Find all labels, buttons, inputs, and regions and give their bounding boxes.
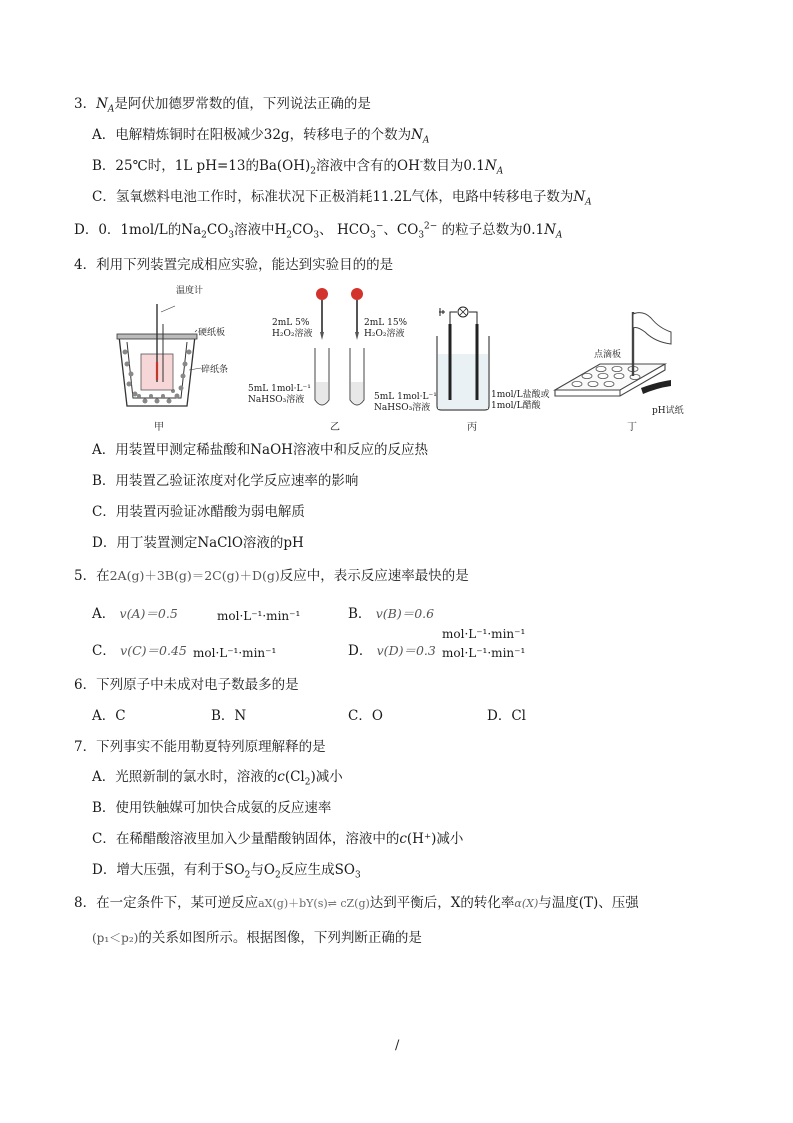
- q7-option-c: C．在稀醋酸溶液里加入少量醋酸钠固体，溶液中的c(H⁺)减小: [92, 831, 464, 847]
- caption-yi: 乙: [330, 422, 340, 433]
- label-scraps: 碎纸条: [201, 365, 229, 375]
- conductivity-apparatus: [437, 307, 489, 410]
- q7-option-b: B．使用铁触媒可加快合成氨的反应速率: [92, 800, 332, 816]
- q8-stem-line1: 8．在一定条件下，某可逆反应aX(g)＋bY(s)⇌ cZ(g)达到平衡后，X的转化率α(X)与温度(T)、压强: [74, 895, 639, 911]
- q5-option-d-unit: mol·L⁻¹·min⁻¹: [442, 646, 526, 660]
- q3-option-c: C．氢氧燃料电池工作时，标准状况下正极消耗11.2L气体，电路中转移电子数为$N_A$: [92, 189, 592, 208]
- label-nahso3-left: 5mL 1mol·L⁻¹ NaHSO₃溶液: [248, 384, 311, 405]
- q6-option-c: C．O: [348, 708, 383, 724]
- q4-option-c: C．用装置丙验证冰醋酸为弱电解质: [92, 504, 305, 520]
- q6-option-a: A．C: [92, 708, 126, 724]
- dropper-tubes-apparatus: [315, 288, 364, 405]
- label-ph-paper: pH试纸: [652, 406, 684, 416]
- q6-option-d: D．Cl: [487, 708, 526, 724]
- q5-option-c: C． v(C)＝0.45: [92, 643, 187, 659]
- caption-bing: 丙: [467, 422, 477, 433]
- label-spot-plate: 点滴板: [594, 350, 622, 360]
- q8-stem-line2: (p₁＜p₂)的关系如图所示。根据图像，下列判断正确的是: [92, 930, 422, 946]
- q5-option-c-unit: mol·L⁻¹·min⁻¹: [193, 646, 277, 660]
- q5-option-a-unit: mol·L⁻¹·min⁻¹: [217, 609, 301, 623]
- label-nahso3-right: 5mL 1mol·L⁻¹ NaHSO₃溶液: [374, 392, 437, 413]
- q5-stem: 5．在2A(g)＋3B(g)＝2C(g)＋D(g)反应中，表示反应速率最快的是: [74, 568, 469, 584]
- q4-stem: 4．利用下列装置完成相应实验，能达到实验目的的是: [74, 257, 394, 273]
- q5-option-d: D． v(D)＝0.3: [348, 643, 436, 659]
- q3-option-a: A．电解精炼铜时在阳极减少32g，转移电子的个数为$N_A$: [92, 127, 430, 146]
- q5-option-b: B． v(B)＝0.6: [348, 606, 435, 622]
- q3-option-b: B．25℃时，1L pH=13的$Ba(OH)_2$溶液中含有的OH-数目为$0.1N_A$: [92, 157, 504, 177]
- label-h2o2-15: 2mL 15% H₂O₂溶液: [364, 318, 408, 339]
- q4-option-b: B．用装置乙验证浓度对化学反应速率的影响: [92, 473, 359, 489]
- q5-option-b-unit: mol·L⁻¹·min⁻¹: [442, 627, 526, 641]
- label-thermometer: 温度计: [176, 286, 204, 296]
- q5-option-a: A． v(A)＝0.5: [92, 606, 178, 622]
- label-cardboard: 硬纸板: [198, 328, 226, 338]
- caption-ding: 丁: [627, 422, 637, 433]
- q3-stem: 3．$N_A$是阿伏加德罗常数的值，下列说法正确的是: [74, 96, 371, 115]
- q4-option-d: D．用丁装置测定NaClO溶液的pH: [92, 535, 304, 551]
- q3-option-d: D．0．1mol/L的$Na_2CO_3$溶液中$H_2CO_3$、 $HCO_3^-$、$CO_3^{2-}$ 的粒子总数为$0.1N_A$: [74, 221, 563, 241]
- q7-option-a: A．光照新制的氯水时，溶液的$c(Cl_2)$减小: [92, 769, 343, 788]
- label-acid: 1mol/L盐酸或 1mol/L醋酸: [491, 390, 550, 411]
- q7-option-d: D．增大压强，有利于$SO_2$与$O_2$反应生成$SO_3$: [92, 862, 361, 881]
- q6-stem: 6．下列原子中未成对电子数最多的是: [74, 677, 299, 693]
- page-number: /: [395, 1038, 400, 1053]
- caption-jia: 甲: [154, 422, 164, 433]
- calorimeter-apparatus: [117, 304, 201, 406]
- q6-option-b: B．N: [211, 708, 247, 724]
- label-h2o2-5: 2mL 5% H₂O₂溶液: [272, 318, 313, 339]
- q4-option-a: A．用装置甲测定稀盐酸和NaOH溶液中和反应的反应热: [92, 442, 428, 458]
- q7-stem: 7．下列事实不能用勒夏特列原理解释的是: [74, 739, 326, 755]
